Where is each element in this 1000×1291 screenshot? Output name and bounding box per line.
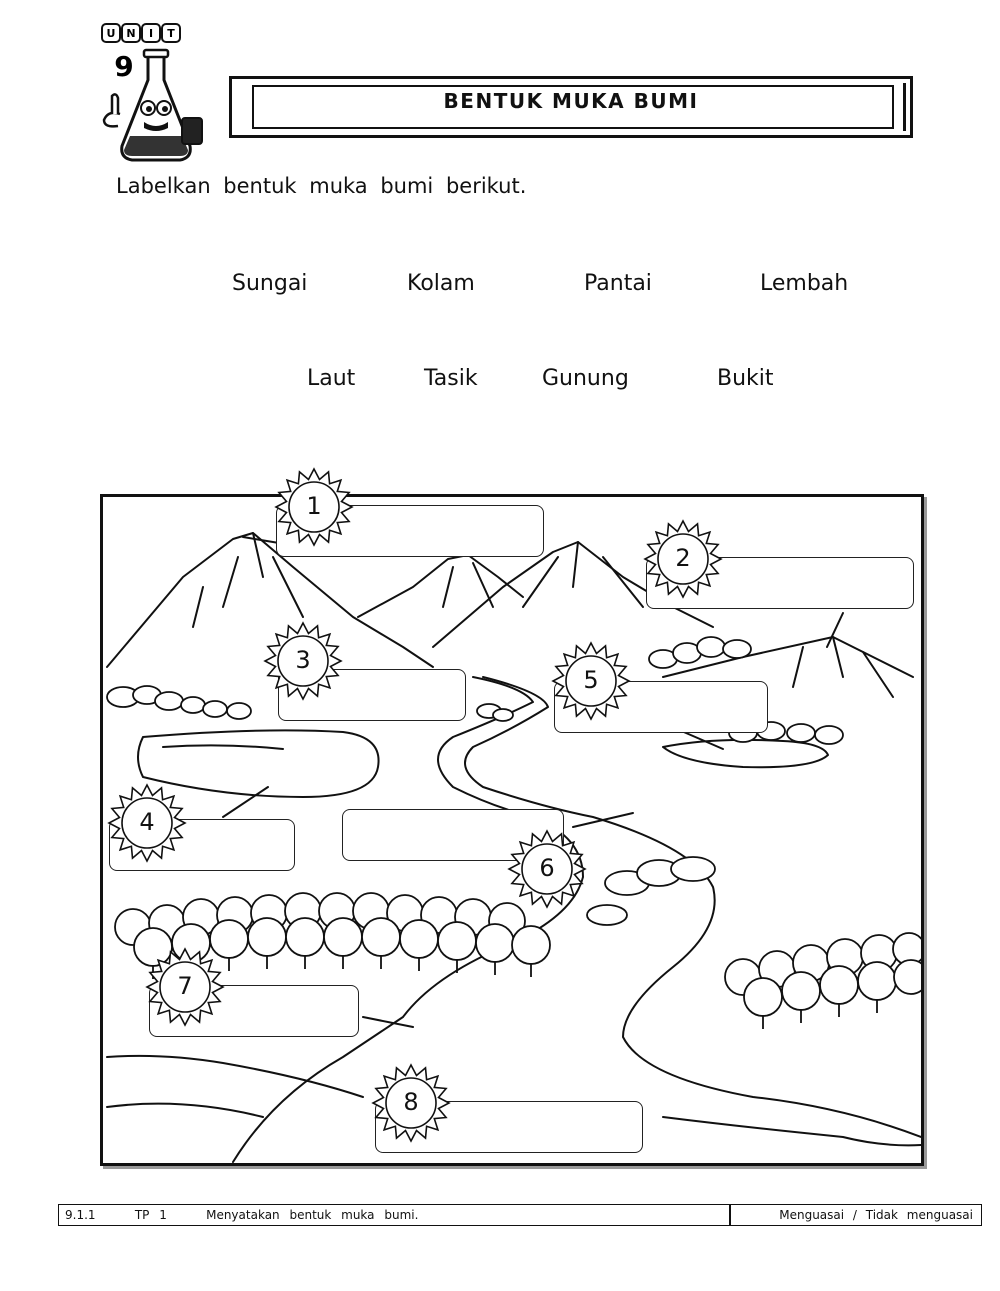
word-pantai[interactable]: Pantai bbox=[584, 271, 652, 296]
unit-number: 9 bbox=[114, 50, 134, 83]
label-badge-3 bbox=[263, 621, 343, 701]
label-badge-5 bbox=[551, 641, 631, 721]
label-number: 5 bbox=[583, 666, 599, 694]
assessment-footer bbox=[58, 1204, 982, 1226]
label-badge-2 bbox=[643, 519, 723, 599]
footer-objective bbox=[65, 1208, 418, 1222]
label-badge-7 bbox=[145, 947, 225, 1027]
word-gunung[interactable]: Gunung bbox=[542, 366, 629, 391]
word-sungai[interactable]: Sungai bbox=[232, 271, 308, 296]
label-number: 3 bbox=[295, 646, 311, 674]
word-bukit[interactable]: Bukit bbox=[717, 366, 774, 391]
label-number: 8 bbox=[403, 1088, 419, 1116]
label-badge-4 bbox=[107, 783, 187, 863]
label-number: 4 bbox=[139, 808, 155, 836]
label-badge-1 bbox=[274, 467, 354, 547]
unit-logo bbox=[98, 18, 208, 168]
page-title: BENTUK MUKA BUMI bbox=[443, 89, 699, 113]
word-laut[interactable]: Laut bbox=[307, 366, 356, 391]
instruction-text: Labelkan bentuk muka bumi berikut. bbox=[116, 174, 527, 198]
label-badge-8 bbox=[371, 1063, 451, 1143]
footer-level: TP 1 bbox=[134, 1208, 167, 1222]
footer-code: 9.1.1 bbox=[65, 1208, 96, 1222]
unit-letter: U bbox=[106, 27, 116, 40]
label-number: 1 bbox=[306, 492, 322, 520]
footer-status[interactable]: Menguasai / Tidak menguasai bbox=[779, 1208, 973, 1222]
word-kolam[interactable]: Kolam bbox=[407, 271, 475, 296]
label-badge-6 bbox=[507, 829, 587, 909]
label-number: 6 bbox=[539, 854, 555, 882]
unit-letter: I bbox=[148, 27, 154, 40]
label-number: 7 bbox=[177, 972, 193, 1000]
word-lembah[interactable]: Lembah bbox=[760, 271, 849, 296]
unit-letter: N bbox=[126, 27, 136, 40]
landscape-picture bbox=[100, 494, 924, 1166]
title-banner bbox=[229, 76, 913, 138]
footer-divider bbox=[729, 1205, 731, 1225]
label-number: 2 bbox=[675, 544, 691, 572]
footer-objective-text: Menyatakan bentuk muka bumi. bbox=[206, 1208, 419, 1222]
word-tasik[interactable]: Tasik bbox=[424, 366, 478, 391]
unit-letter: T bbox=[167, 27, 175, 40]
